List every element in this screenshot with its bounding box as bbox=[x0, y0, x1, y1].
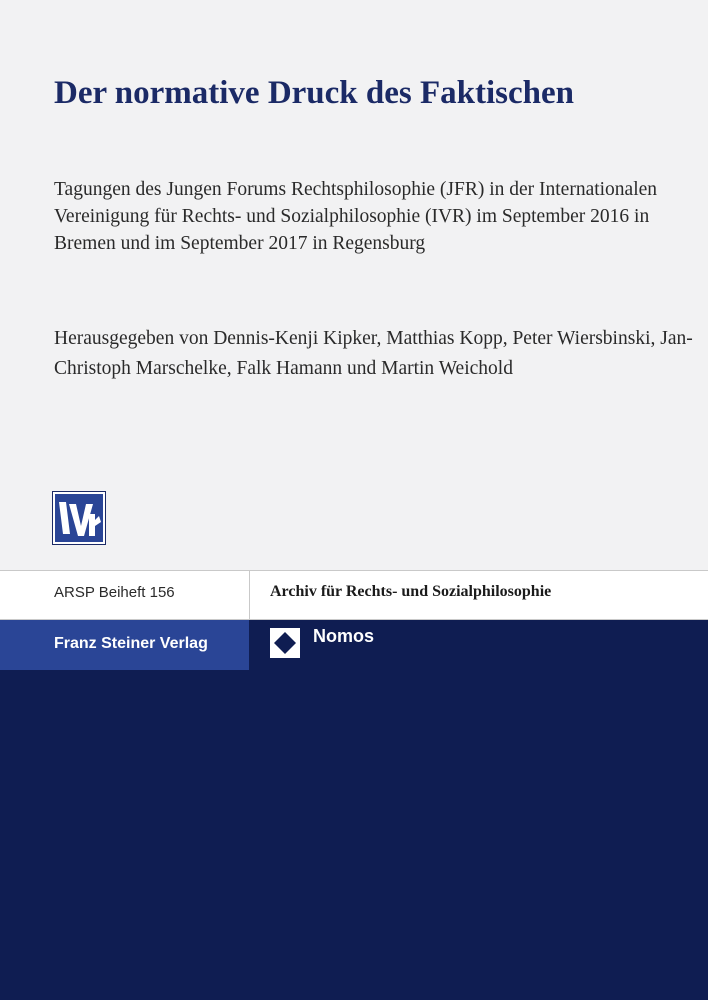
series-number: ARSP Beiheft 156 bbox=[54, 584, 175, 601]
book-editors: Herausgegeben von Dennis-Kenji Kipker, Matthias Kopp, Peter Wiersbinski, Jan-Christoph Marschelke, Falk Hamann und Martin Weichold bbox=[54, 328, 693, 379]
nomos-diamond-icon bbox=[270, 628, 300, 658]
ivr-logo-icon bbox=[52, 491, 106, 545]
publisher-steiner-block bbox=[0, 620, 249, 670]
publisher-nomos-label: Nomos bbox=[313, 626, 375, 646]
series-title: Archiv für Rechts- und Sozialphilosophie bbox=[270, 583, 552, 600]
book-title: Der normative Druck des Faktischen bbox=[54, 75, 575, 111]
band-divider bbox=[249, 571, 250, 619]
publisher-steiner-label: Franz Steiner Verlag bbox=[54, 635, 208, 652]
book-subtitle: Tagungen des Jungen Forums Rechtsphilosophie (JFR) in der Internationalen Vereinigung für Rechts- und Sozialphilosophie (IVR) im September 2016 in Bremen und im September 2017 in Regensburg bbox=[54, 179, 658, 254]
